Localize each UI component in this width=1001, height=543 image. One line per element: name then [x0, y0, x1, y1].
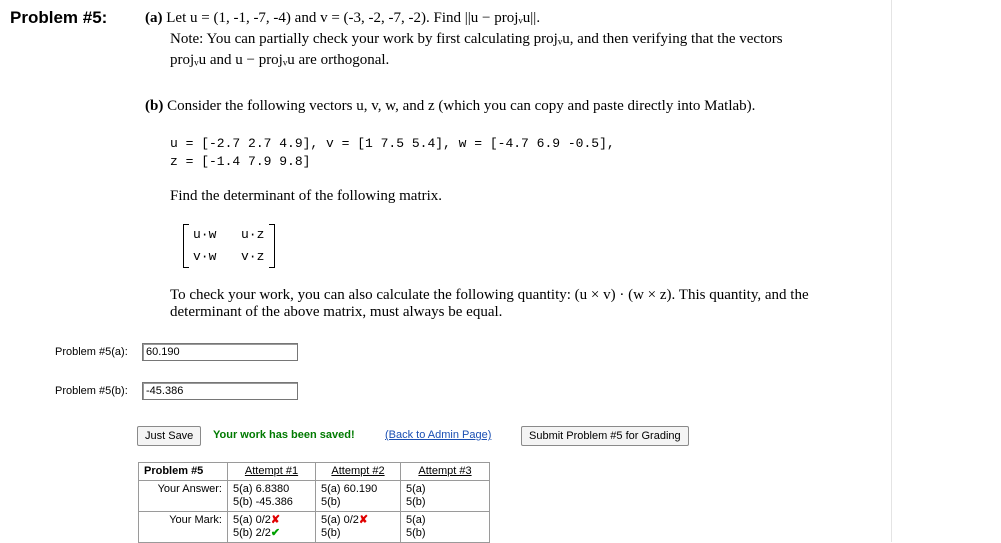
- attempts-header-row: [139, 463, 490, 481]
- check-text-line1: To check your work, you can also calculate the following quantity: (u × v) · (w × z). This quantity, and the: [170, 287, 809, 303]
- attempt-3-answer-b: 5(b): [406, 496, 426, 508]
- attempt-3-mark-b: 5(b): [406, 527, 426, 539]
- attempt-2-answers: [316, 481, 401, 512]
- right-divider: [891, 0, 892, 542]
- attempt-3-header[interactable]: [401, 463, 490, 481]
- attempt-3-link[interactable]: Attempt #3: [418, 465, 472, 477]
- part-b-question: Consider the following vectors u, v, w, and z (which you can copy and paste directly into Matlab).: [167, 98, 756, 114]
- check-text-line2: determinant of the above matrix, must always be equal.: [170, 304, 503, 320]
- matrix-cell-r1c2: u·z: [241, 227, 265, 242]
- attempt-2-answer-b: 5(b): [321, 496, 341, 508]
- attempt-3-mark-a: 5(a): [406, 514, 426, 526]
- part-a-question: Let u = (1, -1, -7, -4) and v = (-3, -2, -7, -2). Find ||u − projᵥu||.: [166, 10, 541, 26]
- part-b-text: [145, 98, 755, 115]
- answer-b-input[interactable]: -45.386: [142, 382, 298, 400]
- matrix-cell-r1c1: u·w: [193, 227, 217, 242]
- attempt-3-answers: [401, 481, 490, 512]
- attempt-3-answer-a: 5(a): [406, 483, 426, 495]
- attempt-2-answer-a: 5(a) 60.190: [321, 483, 378, 495]
- back-to-admin-link[interactable]: (Back to Admin Page): [385, 429, 492, 441]
- attempt-2-header[interactable]: [316, 463, 401, 481]
- matrix: [183, 224, 275, 268]
- vector-code-line2: z = [-1.4 7.9 9.8]: [170, 154, 311, 169]
- attempt-2-mark-b: 5(b): [321, 527, 341, 539]
- matrix-cell-r2c1: v·w: [193, 249, 217, 264]
- attempt-3-marks: [401, 512, 490, 543]
- answer-a-label: Problem #5(a):: [55, 346, 128, 358]
- submit-for-grading-button[interactable]: Submit Problem #5 for Grading: [521, 426, 689, 446]
- matrix-right-bracket: [269, 224, 275, 268]
- your-mark-row: [139, 512, 490, 543]
- attempt-1-header[interactable]: [228, 463, 316, 481]
- attempts-table-header: Problem #5: [139, 463, 228, 481]
- attempt-2-link[interactable]: Attempt #2: [331, 465, 385, 477]
- attempt-2-mark-a: 5(a) 0/2: [321, 514, 359, 526]
- attempt-1-mark-b-row: [233, 527, 310, 540]
- saved-message: Your work has been saved!: [213, 429, 355, 441]
- matrix-cell-r2c2: v·z: [241, 249, 265, 264]
- find-determinant-text: Find the determinant of the following matrix.: [170, 188, 443, 204]
- part-a-text: [145, 10, 540, 27]
- problem-title: Problem #5:: [10, 8, 108, 27]
- your-answer-row: [139, 481, 490, 512]
- part-b-label: (b): [145, 98, 164, 114]
- attempt-1-answers: [228, 481, 316, 512]
- attempt-1-mark-a: 5(a) 0/2: [233, 514, 271, 526]
- cross-icon: ✘: [270, 514, 281, 526]
- part-a-label: (a): [145, 10, 163, 26]
- attempts-table: [138, 462, 490, 543]
- attempt-1-marks: [228, 512, 316, 543]
- attempt-1-answer-a: 5(a) 6.8380: [233, 483, 290, 495]
- part-a-note-line2: projᵥu and u − projᵥu are orthogonal.: [170, 52, 390, 68]
- your-mark-label: Your Mark:: [139, 512, 228, 543]
- check-icon: ✔: [270, 527, 281, 539]
- matrix-left-bracket: [183, 224, 189, 268]
- part-a-note-line1: Note: You can partially check your work by first calculating projᵥu, and then verifying that the vectors: [170, 31, 783, 47]
- your-answer-label: Your Answer:: [139, 481, 228, 512]
- just-save-button[interactable]: Just Save: [137, 426, 201, 446]
- answer-b-label: Problem #5(b):: [55, 385, 128, 397]
- cross-icon: ✘: [358, 514, 369, 526]
- attempt-1-link[interactable]: Attempt #1: [244, 465, 299, 477]
- attempt-2-marks: [316, 512, 401, 543]
- attempt-2-mark-a-row: [321, 514, 395, 527]
- attempt-1-mark-b: 5(b) 2/2: [233, 527, 271, 539]
- answer-a-input[interactable]: 60.190: [142, 343, 298, 361]
- attempt-1-mark-a-row: [233, 514, 310, 527]
- attempt-1-answer-b: 5(b) -45.386: [233, 496, 293, 508]
- vector-code-line1: u = [-2.7 2.7 4.9], v = [1 7.5 5.4], w = [-4.7 6.9 -0.5],: [170, 136, 615, 151]
